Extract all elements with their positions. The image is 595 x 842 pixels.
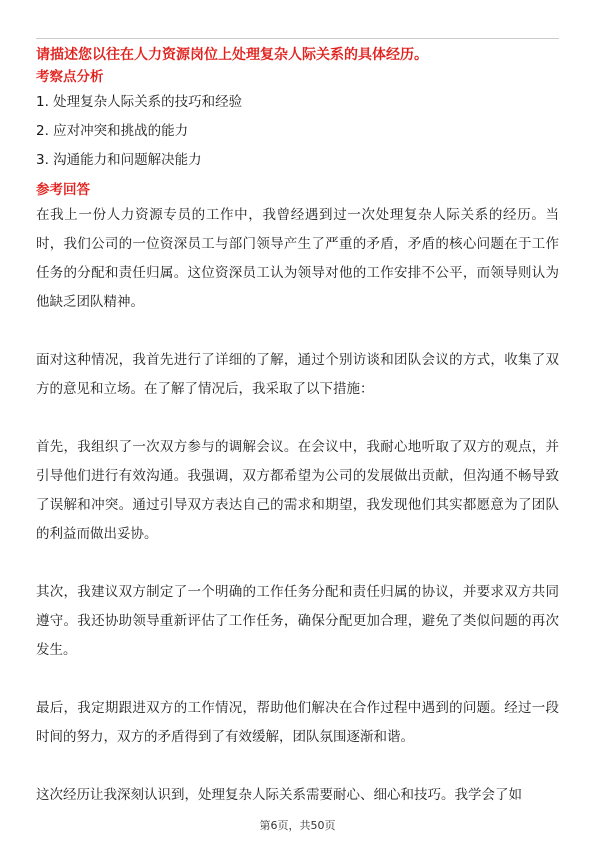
answer-paragraph: 其次，我建议双方制定了一个明确的工作任务分配和责任归属的协议，并要求双方共同遵守。我还协助领导重新评估了工作任务，确保分配更加合理，避免了类似问题的再次发生。 xyxy=(36,584,559,658)
answer-title: 参考回答 xyxy=(36,182,90,198)
page-number: 第6页，共50页 xyxy=(259,819,336,832)
header-rule xyxy=(36,38,559,39)
answer-paragraph: 这次经历让我深刻认识到，处理复杂人际关系需要耐心、细心和技巧。我学会了如 xyxy=(36,787,522,803)
question-heading: 请描述您以往在人力资源岗位上处理复杂人际关系的具体经历。 xyxy=(36,47,428,63)
document-page xyxy=(36,44,559,810)
answer-paragraph: 最后，我定期跟进双方的工作情况，帮助他们解决在合作过程中遇到的问题。经过一段时间的努力，双方的矛盾得到了有效缓解，团队氛围逐渐和谐。 xyxy=(36,700,559,745)
analysis-item: 3. 沟通能力和问题解决能力 xyxy=(36,152,202,168)
answer-body xyxy=(36,201,559,810)
answer-paragraph: 面对这种情况，我首先进行了详细的了解，通过个别访谈和团队会议的方式，收集了双方的意见和立场。在了解了情况后，我采取了以下措施： xyxy=(36,352,559,397)
analysis-item: 2. 应对冲突和挑战的能力 xyxy=(36,123,189,139)
answer-paragraph: 在我上一份人力资源专员的工作中，我曾经遇到过一次处理复杂人际关系的经历。当时，我们公司的一位资深员工与部门领导产生了严重的矛盾，矛盾的核心问题在于工作任务的分配和责任归属。这位资深员工认为领导对他的工作安排不公平，而领导则认为他缺乏团队精神。 xyxy=(36,207,559,310)
analysis-list xyxy=(36,88,559,175)
answer-paragraph: 首先，我组织了一次双方参与的调解会议。在会议中，我耐心地听取了双方的观点，并引导他们进行有效沟通。我强调，双方都希望为公司的发展做出贡献，但沟通不畅导致了误解和冲突。通过引导双方表达自己的需求和期望，我发现他们其实都愿意为了团队的利益而做出妥协。 xyxy=(36,439,559,542)
analysis-item: 1. 处理复杂人际关系的技巧和经验 xyxy=(36,94,243,110)
analysis-title: 考察点分析 xyxy=(36,69,104,85)
